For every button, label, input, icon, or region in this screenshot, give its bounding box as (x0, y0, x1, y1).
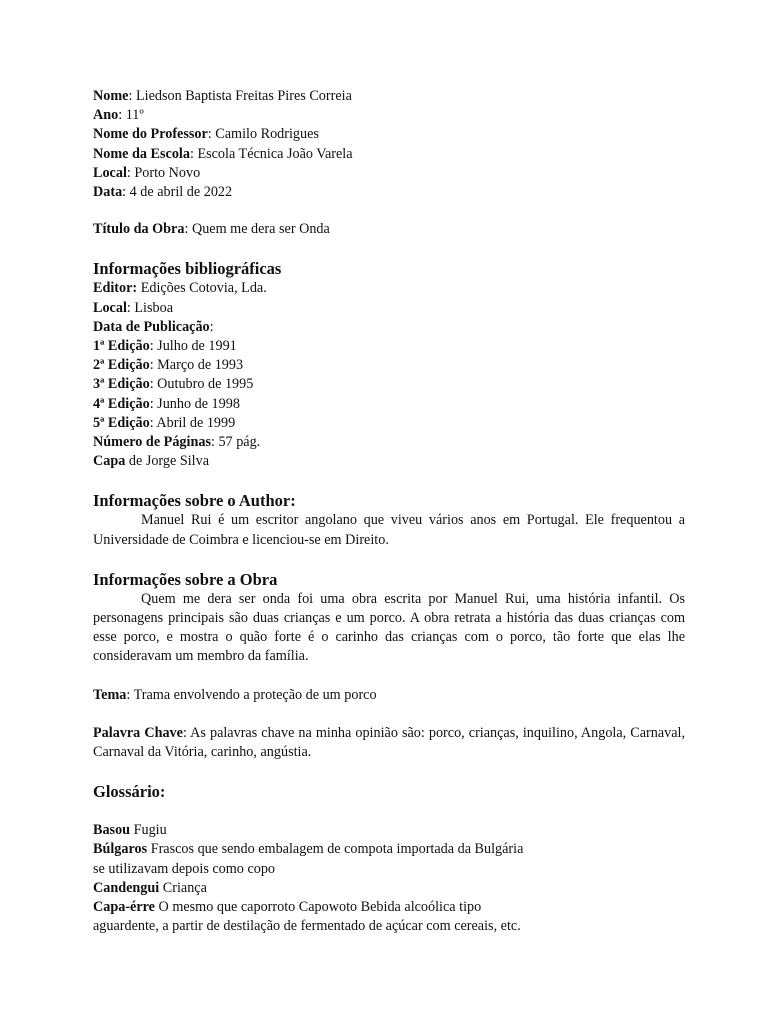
glossary-entry (93, 840, 685, 859)
edition-line (93, 337, 685, 356)
edition-label: 1ª Edição (93, 338, 150, 355)
biblio-place-value: : Lisboa (126, 299, 173, 316)
spacer (93, 762, 685, 781)
spacer (93, 202, 685, 220)
spacer (93, 550, 685, 569)
glossary-term: Capa-érre (93, 899, 155, 916)
edition-label: 3ª Edição (93, 376, 150, 393)
theme-line (93, 686, 685, 705)
edition-value: : Julho de 1991 (149, 338, 237, 355)
spacer (93, 239, 685, 258)
spacer (93, 471, 685, 490)
editor-value: Edições Cotovia, Lda. (137, 280, 267, 297)
school-line (93, 145, 685, 164)
glossary-entry (93, 879, 685, 898)
author-text: Manuel Rui é um escritor angolano que viveu vários anos em Portugal. Ele frequentou a Universidade de Coimbra e licenciou-se em Direito. (93, 512, 685, 548)
date-value: : 4 de abril de 2022 (122, 184, 233, 201)
biblio-place-line (93, 299, 685, 318)
author-heading: Informações sobre o Author: (93, 491, 296, 511)
edition-value: : Outubro de 1995 (149, 376, 254, 393)
glossary-term: Candengui (93, 879, 160, 896)
biblio-place-label: Local (93, 299, 127, 316)
school-value: : Escola Técnica João Varela (189, 145, 353, 162)
glossary-entry (93, 898, 685, 917)
place-line (93, 164, 685, 183)
cover-value: de Jorge Silva (125, 453, 209, 470)
document-page (93, 87, 685, 937)
edition-value: : Junho de 1998 (149, 395, 240, 412)
date-line (93, 183, 685, 202)
glossary-term: Basou (93, 822, 131, 839)
pubdate-line (93, 318, 685, 337)
about-heading: Informações sobre a Obra (93, 569, 278, 589)
author-paragraph (93, 511, 685, 549)
cover-line (93, 452, 685, 471)
edition-label: 4ª Edição (93, 395, 150, 412)
keywords-value: : As palavras chave na minha opinião são: porco, crianças, inquilino, Angola, Carnaval, Carnaval da Vitória, carinho, angústia. (93, 724, 685, 761)
biblio-heading: Informações bibliográficas (93, 259, 282, 279)
spacer (93, 802, 685, 821)
glossary-definition: O mesmo que caporroto Capowoto Bebida alcoólica tipo (154, 899, 482, 916)
edition-value: : Março de 1993 (149, 357, 244, 374)
pubdate-label: Data de Publicação (93, 318, 210, 335)
pubdate-value: : (209, 318, 214, 335)
teacher-label: Nome do Professor (93, 126, 208, 143)
work-title-label: Título da Obra (93, 221, 185, 238)
glossary-heading: Glossário: (93, 782, 166, 802)
student-name-line (93, 87, 685, 106)
edition-value: : Abril de 1999 (149, 414, 236, 431)
spacer (93, 705, 685, 724)
student-name-value: : Liedson Baptista Freitas Pires Correia (128, 88, 352, 104)
teacher-line (93, 125, 685, 144)
teacher-value: : Camilo Rodrigues (207, 126, 319, 143)
edition-line (93, 356, 685, 375)
edition-line (93, 395, 685, 414)
school-label: Nome da Escola (93, 145, 190, 162)
about-paragraph (93, 590, 685, 667)
student-name-label: Nome (93, 88, 129, 104)
edition-label: 2ª Edição (93, 357, 150, 374)
glossary-term: Búlgaros (93, 841, 148, 858)
theme-label: Tema (93, 686, 127, 703)
work-title-value: : Quem me dera ser Onda (184, 221, 330, 238)
place-label: Local (93, 164, 127, 181)
student-year-value: : 11º (118, 107, 144, 124)
pages-value: : 57 pág. (210, 434, 261, 451)
edition-line (93, 414, 685, 433)
glossary-definition: Criança (159, 879, 207, 896)
editor-line (93, 279, 685, 298)
spacer (93, 667, 685, 686)
student-year-line (93, 106, 685, 125)
place-value: : Porto Novo (126, 164, 201, 181)
work-title-line (93, 220, 685, 239)
edition-label: 5ª Edição (93, 414, 150, 431)
edition-line (93, 375, 685, 394)
cover-label: Capa (93, 453, 126, 470)
editor-label: Editor: (93, 280, 138, 297)
student-year-label: Ano (93, 107, 119, 124)
glossary-entry (93, 821, 685, 840)
keywords-paragraph (93, 724, 685, 762)
theme-value: : Trama envolvendo a proteção de um porco (126, 686, 377, 703)
pages-label: Número de Páginas (93, 434, 211, 451)
glossary-definition: Frascos que sendo embalagem de compota importada da Bulgária (147, 841, 524, 858)
glossary-definition-continued: aguardente, a partir de destilação de fermentado de açúcar com cereais, etc. (93, 918, 521, 935)
keywords-label: Palavra Chave (93, 724, 183, 741)
pages-line (93, 433, 685, 452)
about-text: Quem me dera ser onda foi uma obra escrita por Manuel Rui, uma história infantil. Os personagens principais são duas crianças e um porco. A obra retrata a história das duas crianças com esse porco, e mostra o quão forte é o carinho das crianças com o porco, tão forte que elas lhe consideravam um membro da família. (93, 590, 685, 665)
glossary-definition-continued: se utilizavam depois como copo (93, 860, 276, 877)
date-label: Data (93, 184, 123, 201)
glossary-definition: Fugiu (130, 822, 167, 839)
